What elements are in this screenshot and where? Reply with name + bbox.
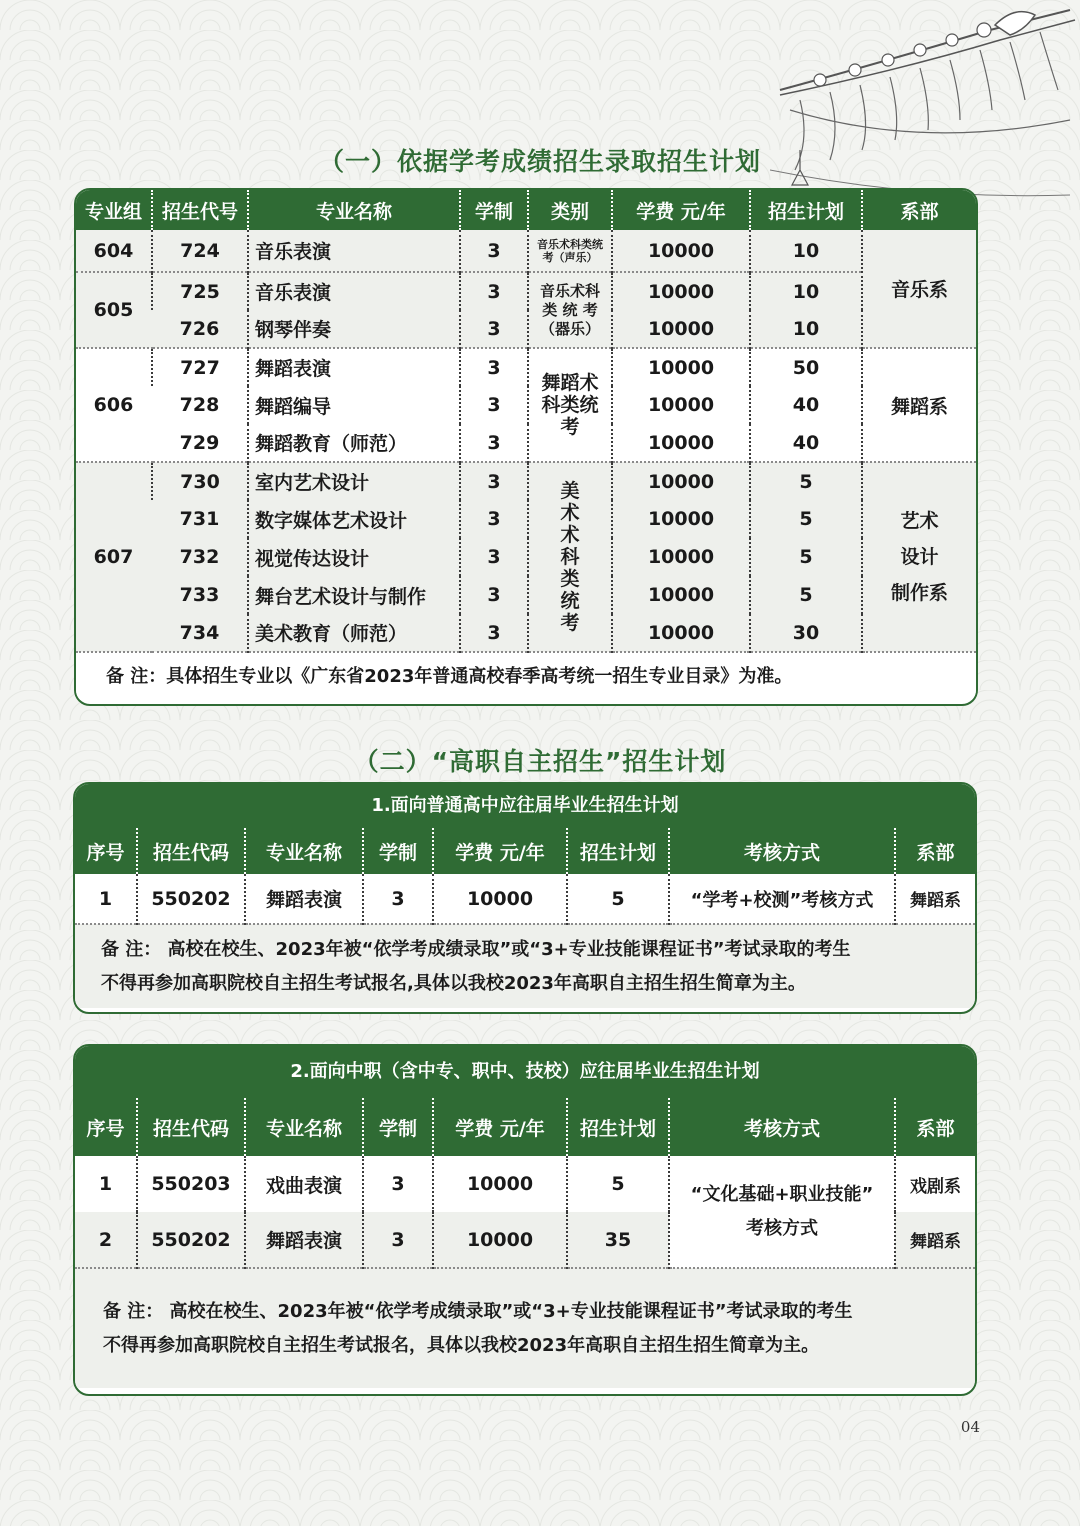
table-note: 备 注：具体招生专业以《广东省2023年普通高校春季高考统一招生专业目录》为准。 — [76, 652, 976, 700]
plan-cell: 5 — [750, 462, 862, 500]
header-major: 专业名称 — [245, 1098, 363, 1156]
category-cell: 音乐术科 类 统 考 （器乐） — [528, 272, 612, 348]
header-dept: 系部 — [895, 1098, 975, 1156]
table-row — [76, 576, 976, 614]
years-cell: 3 — [460, 230, 528, 272]
major-cell: 舞蹈教育（师范） — [248, 424, 460, 462]
fee-cell: 10000 — [433, 1212, 567, 1268]
plan-cell: 5 — [750, 538, 862, 576]
code-cell: 725 — [152, 272, 248, 310]
code-cell: 730 — [152, 462, 248, 500]
table-row — [75, 874, 975, 924]
major-cell: 视觉传达设计 — [248, 538, 460, 576]
major-cell: 舞蹈编导 — [248, 386, 460, 424]
code-cell: 734 — [152, 614, 248, 652]
dept-cell: 舞蹈系 — [895, 1212, 975, 1268]
fee-cell: 10000 — [612, 500, 750, 538]
fee-cell: 10000 — [612, 538, 750, 576]
header-category: 类别 — [528, 190, 612, 230]
table-row — [76, 348, 976, 386]
fee-cell: 10000 — [612, 462, 750, 500]
table-row — [75, 1156, 975, 1212]
category-cell: 音乐术科类统 考（声乐） — [528, 230, 612, 272]
fee-cell: 10000 — [612, 348, 750, 386]
plan-cell: 5 — [567, 874, 669, 924]
header-method: 考核方式 — [669, 828, 895, 874]
plan-cell: 5 — [750, 500, 862, 538]
fee-cell: 10000 — [612, 424, 750, 462]
major-cell: 音乐表演 — [248, 230, 460, 272]
plan-cell: 40 — [750, 386, 862, 424]
years-cell: 3 — [363, 1212, 433, 1268]
header-dept: 系部 — [895, 828, 975, 874]
years-cell: 3 — [460, 348, 528, 386]
category-cell: 舞蹈术 科类统 考 — [528, 348, 612, 462]
fee-cell: 10000 — [612, 272, 750, 310]
header-group: 专业组 — [76, 190, 152, 230]
years-cell: 3 — [363, 1156, 433, 1212]
major-cell: 舞蹈表演 — [245, 1212, 363, 1268]
major-cell: 舞蹈表演 — [245, 874, 363, 924]
header-years: 学制 — [460, 190, 528, 230]
dept-cell: 音乐系 — [862, 230, 976, 348]
header-fee: 学费 元/年 — [433, 1098, 567, 1156]
code-cell: 733 — [152, 576, 248, 614]
page-number: 04 — [960, 1418, 980, 1436]
years-cell: 3 — [460, 310, 528, 348]
fee-cell: 10000 — [433, 1156, 567, 1212]
code-cell: 729 — [152, 424, 248, 462]
plan-cell: 40 — [750, 424, 862, 462]
dept-cell: 艺术 设计 制作系 — [862, 462, 976, 652]
group-cell: 606 — [76, 348, 152, 462]
table-caption: 2.面向中职（含中专、职中、技校）应往届毕业生招生计划 — [75, 1046, 975, 1098]
section2-title: （二）“高职自主招生”招生计划 — [353, 747, 727, 776]
no-cell: 2 — [75, 1212, 137, 1268]
table-row — [76, 386, 976, 424]
plan-cell: 35 — [567, 1212, 669, 1268]
major-cell: 舞台艺术设计与制作 — [248, 576, 460, 614]
plan-cell: 10 — [750, 310, 862, 348]
plan-cell: 50 — [750, 348, 862, 386]
header-years: 学制 — [363, 828, 433, 874]
table-row — [76, 462, 976, 500]
years-cell: 3 — [460, 500, 528, 538]
major-cell: 戏曲表演 — [245, 1156, 363, 1212]
table-row — [76, 538, 976, 576]
years-cell: 3 — [460, 614, 528, 652]
code-cell: 726 — [152, 310, 248, 348]
fee-cell: 10000 — [433, 874, 567, 924]
major-cell: 舞蹈表演 — [248, 348, 460, 386]
header-plan: 招生计划 — [750, 190, 862, 230]
plan-cell: 30 — [750, 614, 862, 652]
code-cell: 728 — [152, 386, 248, 424]
plan-cell: 5 — [750, 576, 862, 614]
method-cell: “文化基础+职业技能” 考核方式 — [669, 1156, 895, 1268]
major-cell: 美术教育（师范） — [248, 614, 460, 652]
header-code: 招生代号 — [152, 190, 248, 230]
table-note: 备 注： 高校在校生、2023年被“依学考成绩录取”或“3+专业技能课程证书”考试录取的考生 不得再参加高职院校自主招生考试报名，具体以我校2023年高职自主招生招生简章为主。 — [75, 1268, 975, 1388]
table-row — [76, 272, 976, 310]
fee-cell: 10000 — [612, 386, 750, 424]
code-cell: 550203 — [137, 1156, 245, 1212]
table-note-row — [75, 1268, 975, 1388]
table-row — [76, 310, 976, 348]
dept-cell: 舞蹈系 — [895, 874, 975, 924]
table-row — [76, 500, 976, 538]
major-cell: 音乐表演 — [248, 272, 460, 310]
header-dept: 系部 — [862, 190, 976, 230]
header-plan: 招生计划 — [567, 1098, 669, 1156]
header-method: 考核方式 — [669, 1098, 895, 1156]
section1-title: （一）依据学考成绩招生录取招生计划 — [318, 147, 761, 176]
header-years: 学制 — [363, 1098, 433, 1156]
table-row — [76, 424, 976, 462]
table-note-row — [75, 924, 975, 1008]
enrollment-plan-table-1 — [74, 188, 978, 706]
header-major: 专业名称 — [248, 190, 460, 230]
table-note-row — [76, 652, 976, 700]
header-major: 专业名称 — [245, 828, 363, 874]
major-cell: 数字媒体艺术设计 — [248, 500, 460, 538]
group-cell: 604 — [76, 230, 152, 272]
years-cell: 3 — [460, 538, 528, 576]
plan-cell: 10 — [750, 272, 862, 310]
method-cell: “学考+校测”考核方式 — [669, 874, 895, 924]
header-fee: 学费 元/年 — [433, 828, 567, 874]
table-row — [76, 614, 976, 652]
code-cell: 727 — [152, 348, 248, 386]
fee-cell: 10000 — [612, 576, 750, 614]
years-cell: 3 — [460, 272, 528, 310]
header-no: 序号 — [75, 828, 137, 874]
enrollment-plan-table-2 — [73, 782, 977, 1014]
code-cell: 550202 — [137, 874, 245, 924]
no-cell: 1 — [75, 874, 137, 924]
years-cell: 3 — [460, 386, 528, 424]
years-cell: 3 — [460, 424, 528, 462]
group-cell: 607 — [76, 462, 152, 652]
header-code: 招生代码 — [137, 1098, 245, 1156]
group-cell: 605 — [76, 272, 152, 348]
header-plan: 招生计划 — [567, 828, 669, 874]
dept-cell: 戏剧系 — [895, 1156, 975, 1212]
category-cell: 美 术 术 科 类 统 考 — [528, 462, 612, 652]
table-row — [76, 230, 976, 272]
header-code: 招生代码 — [137, 828, 245, 874]
code-cell: 731 — [152, 500, 248, 538]
no-cell: 1 — [75, 1156, 137, 1212]
table-caption: 1.面向普通高中应往届毕业生招生计划 — [75, 784, 975, 828]
plan-cell: 5 — [567, 1156, 669, 1212]
fee-cell: 10000 — [612, 614, 750, 652]
major-cell: 室内艺术设计 — [248, 462, 460, 500]
fee-cell: 10000 — [612, 310, 750, 348]
plan-cell: 10 — [750, 230, 862, 272]
code-cell: 550202 — [137, 1212, 245, 1268]
table-note: 备 注： 高校在校生、2023年被“依学考成绩录取”或“3+专业技能课程证书”考试录取的考生 不得再参加高职院校自主招生考试报名,具体以我校2023年高职自主招生招生简章为主。 — [75, 924, 975, 1008]
code-cell: 732 — [152, 538, 248, 576]
enrollment-plan-table-3 — [73, 1044, 977, 1396]
header-no: 序号 — [75, 1098, 137, 1156]
dept-cell: 舞蹈系 — [862, 348, 976, 462]
fee-cell: 10000 — [612, 230, 750, 272]
header-fee: 学费 元/年 — [612, 190, 750, 230]
major-cell: 钢琴伴奏 — [248, 310, 460, 348]
years-cell: 3 — [363, 874, 433, 924]
years-cell: 3 — [460, 576, 528, 614]
years-cell: 3 — [460, 462, 528, 500]
code-cell: 724 — [152, 230, 248, 272]
